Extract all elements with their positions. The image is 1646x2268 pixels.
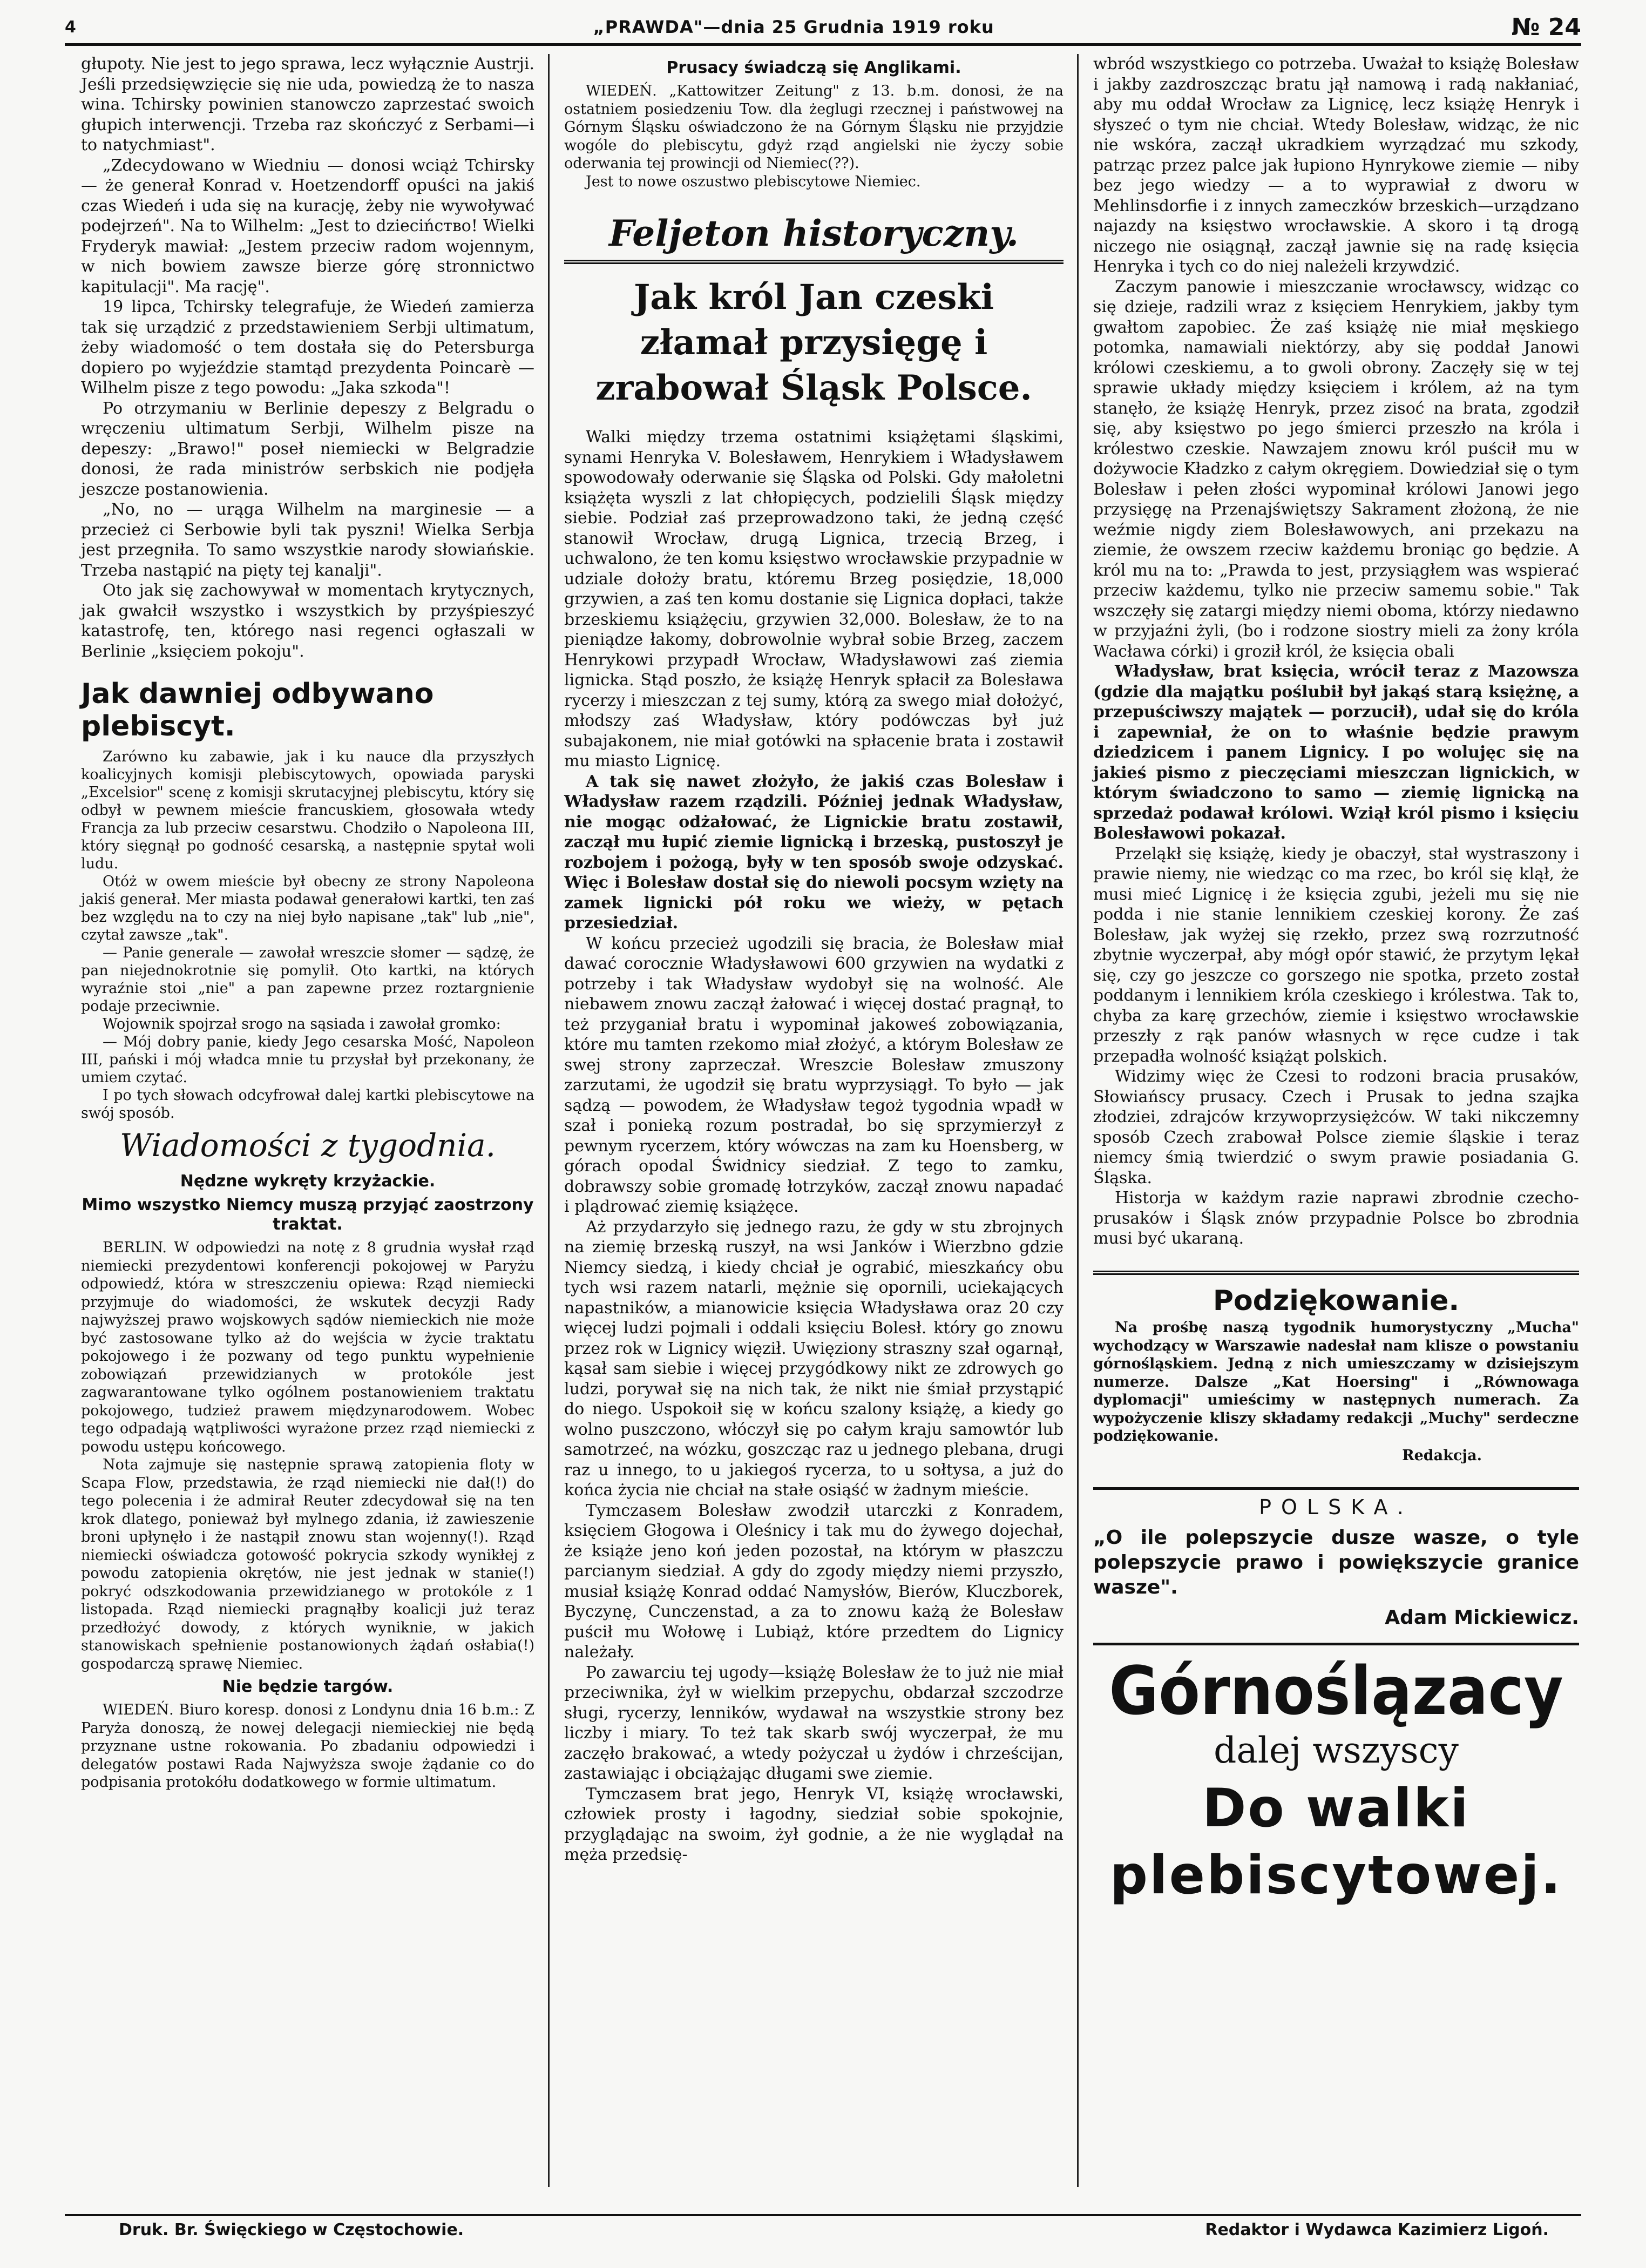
paragraph: Zarówno ku zabawie, jak i ku nauce dla przyszłych koalicyjnych komisji plebiscytowych, opowiada paryski „Excelsior" scenę z komisji skrutacyjnej plebiscytu, który się odbył w pewnem mieście francuskiem, głosowała wtedy Francja za lub przeciw cesarstwu. Chodziło o Napoleona III, który sięgnął po godność cesarską, a następnie spytał woli ludu.	[81, 748, 534, 872]
thanks-notice	[1093, 1271, 1579, 1466]
paragraph: Władysław, brat księcia, wrócił teraz z Mazowsza (gdzie dla majątku poślubił był jakąś starą księżnę, a przepuściwszy majątek — porzucił), udał się do króla i zapewniał, że on to właśnie będzie prawym dziedzicem i panem Lignicy. I po wolujęc się na jakieś pismo z pieczęciami mieszczan lignickich, w którym świadczono to samo — ziemię lignicką na sprzedaż podawał królowi. Wziął król pismo i księciu Bolesławowi pokazał.	[1093, 662, 1579, 843]
slogan-line-3: Do walki plebiscytowej.	[1109, 1778, 1563, 1906]
paragraph: Po zawarciu tej ugody—książę Bolesław że to już nie miał przeciwnika, żył w wielkim przepychu, obdarzał szczodrze sługi, rycerzy, lenników, wydawał na wszystkie strony bez liczby i miary. To też tak skarb swój wyczerpał, że mu zaczęło brakować, a wtedy pożyczał u żydów i chrześcijan, zastawiając i obciążając długami swe ziemie.	[564, 1663, 1064, 1783]
column-divider	[1077, 54, 1079, 2187]
article-title: Jak król Jan czeski złamał przysięgę i zrabował Śląsk Polsce.	[595, 277, 1032, 408]
paragraph: Widzimy więc że Czesi to rodzoni bracia prusaków, Słowiańscy prusacy. Czech i Prusak to jedna szajka złodziei, zdrajców krzywoprzysiężców. W taki nikczemny sposób Czech zrabował Polsce ziemie śląskie i teraz niemcy śmią twierdzić o swym prawie posiadania G. Śląska.	[1093, 1067, 1579, 1187]
page-header	[65, 11, 1581, 46]
paragraph: „No, no — urąga Wilhelm na marginesie — a przecież ci Serbowie byli tak pyszni! Wielka Serbja jest przegniła. To samo wszystkie narody słowiańskie. Trzeba nastąpić na pięty tej kanalji".	[81, 500, 534, 580]
paragraph: I po tych słowach odcyfrował dalej kartki plebiscytowe na swój sposób.	[81, 1087, 534, 1122]
paragraph: głupoty. Nie jest to jego sprawa, lecz wyłącznie Austrji. Jeśli przedsięwzięcie się nie uda, powiedzą że to nasza wina. Tchirsky powinien stanowczo zaprzestać swoich głupich interwencji. Trzeba raz skończyć z Serbami—i to natychmiast".	[81, 55, 534, 154]
paragraph: wbród wszystkiego co potrzeba. Uważał to książę Bolesław i jakby zazdroszcząc bratu jął namową i radą nakłaniać, aby mu oddał Wrocław za Lignicę, lecz książę Henryk i słyszeć o tym nie chciał. Wtedy Bolesław, widząc, że nic nie wskóra, zaczął ukradkiem wyrządzać mu szkody, patrząc przez palce jak łupiono Hynrykowe ziemie — niby bez jego wiedzy — a to wyprawiał z dworu w Mehlinsdorfie i z innych zameczków brzeskich—urządzano najazdy na księstwo wrocławskie. A skoro i tą drogą niczego nie osiągnął, zaczął jawnie się na radę księcia Henryka i tych co do niej należeli krzywdzić.	[1093, 55, 1579, 276]
news-subheading: Nędzne wykręty krzyżackie.	[180, 1172, 436, 1191]
printer-imprint: Druk. Br. Święckiego w Częstochowie.	[119, 2220, 464, 2239]
column-middle	[564, 54, 1064, 1865]
paragraph: Otóż w owem mieście był obecny ze strony Napoleona jakiś generał. Mer miasta podawał generałowi kartki, ten zaś bez względu na to czy na niej było napisane „tak" lub „nie", czytał zawsze „tak".	[81, 873, 534, 943]
paragraph: Wojownik spojrzał srogo na sąsiada i zawołał gromko:	[103, 1016, 501, 1032]
column-divider	[548, 54, 550, 2187]
news-heading: Wiadomości z tygodnia.	[119, 1127, 496, 1164]
masthead: „PRAWDA"—dnia 25 Grudnia 1919 roku	[593, 17, 994, 37]
paragraph: W końcu przecież ugodzili się bracia, że Bolesław miał dawać corocznie Władysławowi 600 grzywien na wydatki z potrzeby i tak Władysław wydobył się na wolność. Ale niebawem znowu zaczął żałować i więcej dostać pragnął, to też przyganiał bratu i wypominał jakoweś zobowiązania, które mu tamten rzekomo miał złożyć, a którym Bolesław ze swej strony zaprzeczał. Wreszcie Bolesław zmuszony zarzutami, że ugodził się bratu wyprzysiągł. To było — jak sądzą — powodem, że Władysław tegoż tygodnia wpadł w szał i ponieką rozum postradał, bo się sprzymierzył z pewnym rycerzem, który wówczas na zam ku Hoensberg, w górach opodal Świdnicy siedział. Z tego to zamku, dobrawszy sobie gromadę łotrzyków, zaczął znowu napadać i plądrować ziemię książęce.	[564, 934, 1064, 1216]
plebiscyt-heading: Jak dawniej odbywano plebiscyt.	[81, 678, 434, 742]
paragraph: Po otrzymaniu w Berlinie depeszy z Belgradu o wręczeniu ultimatum Serbji, Wilhelm pisze na depeszy: „Brawo!" poseł niemiecki w Belgradzie donosi, że rada ministrów serbskich nie podjęła jeszcze postanowienia.	[81, 399, 534, 499]
paragraph: WIEDEŃ. Biuro koresp. donosi z Londynu dnia 16 b.m.: Z Paryża donoszą, że nowej delegacji niemieckiej nie będą przyznane ustne rokowania. Po zbadaniu odpowiedzi i delegatów postawi Rada Najwyższa swoje żądanie co do podpisania protokółu dodatkowego w formie ultimatum.	[81, 1702, 534, 1791]
paragraph: A tak się nawet złożyło, że jakiś czas Bolesław i Władysław razem rządzili. Później jednak Władysław, nie mogąc odżałować, że Lignickie bratu zostawił, zaczął mu łupić ziemie lignicką i brzeską, pustoszył je rozbojem i pożogą, były w ten sposób swoje odzyskać. Więc i Bolesław dostał się do niewoli pocsym wzięty na zamek lignicki pół roku we wieży, w pętach przesiedział.	[564, 772, 1064, 933]
page-number: 4	[65, 17, 76, 37]
column-right	[1093, 54, 1579, 1909]
paragraph: Zaczym panowie i mieszczanie wrocławscy, widząc co się dzieje, radzili wraz z księciem Henrykiem, jakby tym gwałtom zapobiec. Że zaś książę nie miał męskiego potomka, namawiali niektórzy, aby się poddał Janowi królowi czeskiemu, a to gwoli obrony. Zaczęły się w tej sprawie układy między księciem i królem, aż na tym stanęło, że książę Henryk, przez zisoć na brata, zgodził się, aby księstwo po jego śmierci przeszło na króla i królestwo czeskie. Nawzajem znowu król puścił mu w dożywocie Kładzko z całym okręgiem. Dowiedział się o tym Bolesław i pełen złości wypominał królowi Janowi jego przysięgę na Przenajświętszy Sakrament złożoną, że nie weźmie nigdy ziem Bolesławowych, ani przekazu na ziemie, że owszem rzeciw każdemu broniąc go będzie. A król mu na to: „Prawda to jest, przysiągłem was wspierać przeciw każdemu, tylko nie przeciw samemu sobie." Tak wszczęły się zatargi między niemi oboma, którzy niedawno w przyjaźni żyli, (bo i rodzone siostry mieli za żony króla Wacława córki) i groził król, że księcia obali	[1093, 277, 1579, 661]
paragraph: — Panie generale — zawołał wreszcie słomer — sądzę, że pan niejednokrotnie się pomylił. Oto kartki, na których wyraźnie stoi „nie" a pan zapewne przez roztargnienie podaje przeciwnie.	[81, 944, 534, 1015]
divider	[1093, 1643, 1579, 1645]
slogan-line-2: dalej wszyscy	[1214, 1730, 1459, 1771]
issue-number: № 24	[1511, 13, 1581, 41]
paragraph: Aż przydarzyło się jednego razu, że gdy w stu zbrojnych na ziemię brzeską ruszył, na wsi Janków i Wierzbno gdzie Niemcy siedzą, i kiedy chciał je ograbić, mieszkańcy obu tych wsi razem natarli, mężnie się opornili, uciekających napastników, a mianowicie księcia Władysława oraz 20 czy więcej ludzi pojmali i oddali księciu Bolesł. który go znowu przez rok w Lignicy więził. Uwięziony straszny szał ogarnął, kąsał sam siebie i więcej przygódkowy nikt ze zdrowych go ludzi, porywał się na nich tak, że nikt nie śmiał przystąpić do niego. Uspokoił się w końcu szalony książę, a kiedy go wolno puszczono, włóczył się po całym kraju samowtór lub samotrzeć, na wózku, goszcząc raz u jednego plebana, drugi raz u innego, to u jakiegoś rycerza, to u sołtysa, a już do końca życia nie chciał na stałe osiąść w żadnym mieście.	[564, 1217, 1064, 1500]
editor-imprint: Redaktor i Wydawca Kazimierz Ligoń.	[1205, 2220, 1549, 2239]
signature: Redakcja.	[1402, 1447, 1482, 1464]
paragraph: Jest to nowe oszustwo plebiscytowe Niemiec.	[586, 173, 921, 190]
paragraph: 19 lipca, Tchirsky telegrafuje, że Wiedeń zamierza tak się urządzić z przedstawieniem Serbji ultimatum, żeby wiadomość o tem dostała się do Petersburga dopiero po wyjeździe stamtąd prezydenta Poincarè — Wilhelm pisze z tego powodu: „Jaka szkoda"!	[81, 298, 534, 397]
paragraph: Nota zajmuje się następnie sprawą zatopienia floty w Scapa Flow, przedstawia, że rząd niemiecki nie dał(!) do tego polecenia i że admirał Reuter zdecydował się na ten krok dlatego, ponieważ był mylnego zdania, iż zawieszenie broni upłynęło i że nastąpił znowu stan wojenny(!). Rząd niemiecki oświadcza gotowość pokrycia szkody wynikłej z powodu zatopienia okrętów, nie jest jednak w stanie(!) pokryć odszkodowania przewidzianego w protokóle z 1 listopada. Rząd niemiecki pragnąłby koalicji już teraz przedłożyć dowody, z których wyniknie, w jakich stanowiskach spełnienie postanowionych żądań osłabia(!) gospodarczą sprawę Niemiec.	[81, 1456, 534, 1672]
paragraph: Historja w każdym razie naprawi zbrodnie czecho-prusaków i Śląsk znów przypadnie Polsce bo zbrodnia musi być ukaraną.	[1093, 1189, 1579, 1248]
paragraph: Tymczasem Bolesław zwodził utarczki z Konradem, księciem Głogowa i Oleśnicy i tak mu do żywego dojechał, że książe jeno koń jeden pozostał, na którym w płaszczu parcianym siedział. A gdy do zgody między niemi przyszło, musiał książę Konrad oddać Namysłów, Bierów, Kluczborek, Byczynę, Cunczenstad, a za to znowu każą że Bolesław puścił mu Wołowę i Lubiąż, które przedtem do Lignicy należały.	[564, 1501, 1064, 1662]
column-left	[81, 54, 534, 1792]
feuilleton-heading: Feljeton historyczny.	[564, 212, 1064, 264]
paragraph: Przeląkł się książę, kiedy je obaczył, stał wystraszony i prawie niemy, nie wiedząc co ma rzec, bo król się klął, że musi mieć Lignicę i że księcia zgubi, jeżeli mu się nie podda i nie stanie lennikiem czeskiej korony. Że zaś Bolesław, jak wyżej się rzekło, przez swą rozrzutność zbytnie wyczerpał, aby mógł opór stawić, że przytym lękał się, czy go jeszcze co gorszego nie spotka, przeto został poddanym i lennikiem króla czeskiego i królestwa. Tak to, chyba za karę grzechów, ziemie i księstwo wrocławskie przeszły z rąk panów własnych w ręce cudze i tak przepadła wolność książąt polskich.	[1093, 844, 1579, 1066]
news-subheading: Prusacy świadczą się Anglikami.	[666, 58, 961, 77]
page-footer	[65, 2214, 1581, 2243]
paragraph: BERLIN. W odpowiedzi na notę z 8 grudnia wysłał rząd niemiecki prezydentowi konferencji pokojowej w Paryżu odpowiedź, która w streszczeniu opiewa: Rząd niemiecki przyjmuje do wiadomości, że wskutek decyzji Rady najwyższej prawo wojskowych sądów niemieckich nie może być zastosowane tylko aż do wejścia w życie traktatu pokojowego i że pozwany od tego punktu wypełnienie zobowiązań przewidzianych w protokóle jest zagwarantowane tylko ogólnem postanowieniem traktatu pokojowego, tudzież prawem międzynarodowem. Wobec tego odpadają wątpliwości wyrażone przez rząd niemiecki z powodu ustępu końcowego.	[81, 1239, 534, 1455]
paragraph: WIEDEŃ. „Kattowitzer Zeitung" z 13. b.m. donosi, że na ostatniem posiedzeniu Tow. dla żeglugi rzecznej i państwowej na Górnym Śląsku oświadczono że na Górnym Śląsku nie przyjdzie wogóle do plebiscytu, gdyż rząd angielski nie życzy sobie oderwania tej prowincji od Niemiec(??).	[564, 83, 1064, 172]
paragraph: „Zdecydowano w Wiedniu — donosi wciąż Tchirsky — że generał Konrad v. Hoetzendorff opuści na jakiś czas Wiedeń i uda się na kurację, żeby nie wywoływać podejrzeń". Na to Wilhelm: „Jest to dziecińство! Wielki Fryderyk mawiał: „Jestem przeciw radom wojennym, w nich bowiem zawsze bierze górę stronnictwo kapitulacji". Ma rację".	[81, 156, 534, 296]
paragraph: Oto jak się zachowywał w momentach krytycznych, jak gwałcił wszystko i wszystkich by przyśpieszyć katastrofę, ten, którego nasi regenci ogłaszali w Berlinie „księciem pokoju".	[81, 581, 534, 661]
slogan-line-1: Górnoślązacy	[1109, 1652, 1563, 1730]
news-subheading: Mimo wszystko Niemcy muszą przyjąć zaostrzony traktat.	[82, 1196, 534, 1234]
quote: „O ile polepszycie dusze wasze, o tyle polepszycie prawo i powiększycie granice wasze".	[1093, 1526, 1579, 1598]
polska-heading: POLSKA.	[1093, 1487, 1579, 1518]
news-subheading: Nie będzie targów.	[222, 1677, 394, 1696]
thanks-heading: Podziękowanie.	[1213, 1284, 1460, 1317]
paragraph: Na prośbę naszą tygodnik humorystyczny „Mucha" wychodzący w Warszawie nadesłał nam klisze o powstaniu górnośląskiem. Jedną z nich umieszczamy w dzisiejszym numerze. Dalsze „Kat Hoersing" i „Równowaga dyplomacji" umieścimy w następnych numerach. Za wypożyczenie kliszy składamy redakcji „Muchy" serdeczne podziękowanie.	[1093, 1319, 1579, 1444]
quote-author: Adam Mickiewicz.	[1385, 1606, 1579, 1629]
paragraph: — Mój dobry panie, kiedy Jego cesarska Mość, Napoleon III, pański i mój władca mnie tu przysłał był przekonany, że umiem czytać.	[81, 1034, 534, 1086]
paragraph: Walki między trzema ostatnimi książętami śląskimi, synami Henryka V. Bolesławem, Henrykiem i Władysławem spowodowały oderwanie się Śląska od Polski. Gdy małoletni książęta wyszli z lat chłopięcych, podzielili Śląsk między siebie. Podział zaś przeprowadzono taki, że jedną część stanowił Wrocław, drugą Lignica, trzecią Brzeg, i uchwalono, że ten komu księstwo wrocławskie przypadnie w udziale dołoży bratu, któremu Brzeg posiędzie, 18,000 grzywien, a zaś ten komu dostanie się Lignica dopłaci, także brzeskiemu książęciu, grzywien 32,000. Bolesław, że to na pieniądze łakomy, dobrowolnie wybrał sobie Brzeg, zaczem Henrykowi przypadł Wrocław, Władysławowi zaś ziemia lignicka. Stąd poszło, że książę Henryk spłacił za Bolesława rycerzy i mieszczan z tej sumy, którą za swego miał dołożyć, młodszy zaś Władysław, który podówczas był już subajakonem, nie miał gotówki na spłacenie brata i zostawił mu miasto Lignicę.	[564, 428, 1064, 771]
paragraph: Tymczasem brat jego, Henryk VI, książę wrocławski, człowiek prosty i łagodny, siedział sobie spokojnie, przyglądając na swoim, żył godnie, a że nie wyglądał na męża przedsię-	[564, 1784, 1064, 1864]
